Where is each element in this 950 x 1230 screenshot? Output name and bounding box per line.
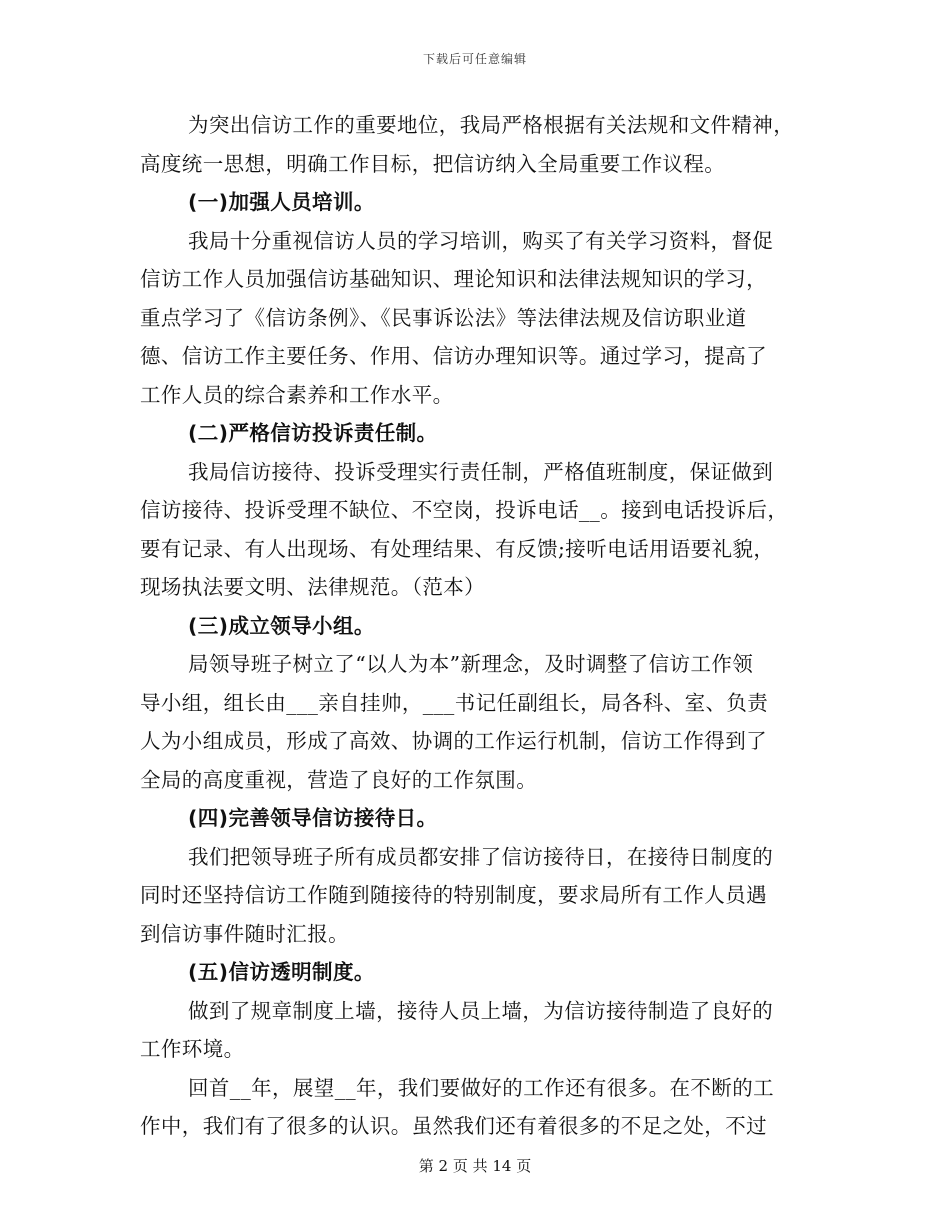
paragraph-line: 我们把领导班子所有成员都安排了信访接待日，在接待日制度的 [188, 844, 774, 869]
paragraph-line: 回首__年，展望__年，我们要做好的工作还有很多。在不断的工 [188, 1075, 774, 1100]
paragraph-line: 我局十分重视信访人员的学习培训，购买了有关学习资料，督促 [188, 228, 774, 253]
paragraph-line: 我局信访接待、投诉受理实行责任制，严格值班制度，保证做到 [188, 459, 774, 484]
section-heading: (一)加强人员培训。 [188, 190, 375, 214]
paragraph-line: 做到了规章制度上墙，接待人员上墙，为信访接待制造了良好的 [188, 998, 774, 1023]
header-note: 下载后可任意编辑 [422, 52, 527, 66]
paragraph-line: 现场执法要文明、法律规范。（范本） [140, 575, 486, 599]
paragraph-line: 作中，我们有了很多的认识。虽然我们还有着很多的不足之处，不过 [140, 1114, 767, 1138]
paragraph-line: 到信访事件随时汇报。 [140, 921, 349, 946]
paragraph-line: 重点学习了《信访条例》、《民事诉讼法》等法律法规及信访职业道 [140, 305, 747, 330]
paragraph-line: 导小组，组长由___亲自挂帅，___书记任副组长，局各科、室、负责 [140, 690, 769, 715]
paragraph-line: 德、信访工作主要任务、作用、信访办理知识等。通过学习，提高了 [140, 344, 767, 368]
paragraph-line: 信访接待、投诉受理不缺位、不空岗，投诉电话__。接到电话投诉后， [140, 498, 789, 522]
section-heading: (二)严格信访投诉责任制。 [188, 421, 438, 445]
paragraph-line: 局领导班子树立了“以人为本”新理念，及时调整了信访工作领 [188, 652, 754, 676]
paragraph-line: 人为小组成员，形成了高效、协调的工作运行机制，信访工作得到了 [140, 729, 767, 753]
paragraph-line: 信访工作人员加强信访基础知识、理论知识和法律法规知识的学习， [140, 267, 767, 291]
section-heading: (三)成立领导小组。 [188, 613, 375, 638]
section-heading: (五)信访透明制度。 [188, 960, 375, 984]
paragraph-line: 工作环境。 [140, 1037, 245, 1061]
paragraph-line: 高度统一思想，明确工作目标，把信访纳入全局重要工作议程。 [140, 151, 726, 176]
paragraph-line: 同时还坚持信访工作随到随接待的特别制度，要求局所有工作人员遇 [140, 883, 767, 907]
section-heading: (四)完善领导信访接待日。 [188, 806, 438, 830]
paragraph-line: 全局的高度重视，营造了良好的工作氛围。 [140, 767, 538, 792]
paragraph-line: 工作人员的综合素养和工作水平。 [140, 382, 454, 407]
document-body [140, 106, 810, 1146]
paragraph-line: 要有记录、有人出现场、有处理结果、有反馈;接听电话用语要礼貌， [140, 536, 775, 561]
paragraph-line: 为突出信访工作的重要地位，我局严格根据有关法规和文件精神， [188, 113, 795, 137]
page-footer: 第 2 页 共 14 页 [418, 1157, 532, 1175]
